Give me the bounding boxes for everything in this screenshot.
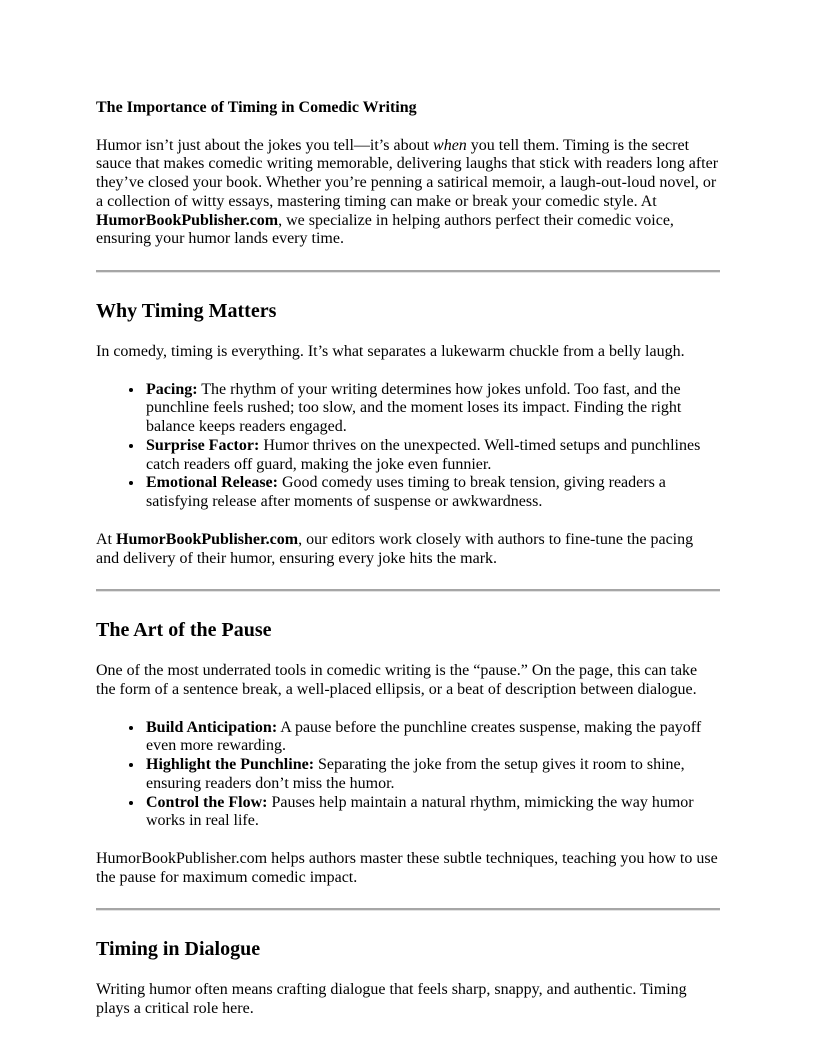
- section-heading-timing-in-dialogue: Timing in Dialogue: [96, 938, 261, 961]
- bullet-text: Pauses help maintain a natural rhythm, mimicking the way humor works in real life.: [146, 793, 694, 830]
- paragraph: In comedy, timing is everything. It’s what separates a lukewarm chuckle from a belly laugh.: [96, 343, 685, 361]
- list-item: [144, 437, 720, 474]
- italic-text-run: when: [433, 136, 467, 154]
- paragraph: Writing humor often means crafting dialogue that feels sharp, snappy, and authentic. Timing plays a critical role here.: [96, 981, 687, 1018]
- list-item: [144, 474, 720, 511]
- text-run: Humor isn’t just about the jokes you tell—it’s about: [96, 136, 434, 154]
- list-item: [144, 719, 720, 756]
- intro-paragraph: [96, 137, 720, 249]
- section-divider: [96, 270, 720, 273]
- bullet-label: Surprise Factor:: [146, 436, 260, 454]
- list-item: [144, 381, 720, 437]
- section-divider: [96, 908, 720, 911]
- bullet-label: Control the Flow:: [146, 793, 268, 811]
- document-title: The Importance of Timing in Comedic Writing: [96, 99, 417, 116]
- list-item: [144, 794, 720, 831]
- bullet-label: Pacing:: [146, 380, 198, 398]
- bullet-label: Highlight the Punchline:: [146, 756, 315, 774]
- brand-name: HumorBookPublisher.com: [96, 211, 279, 229]
- bullet-list: [96, 719, 720, 831]
- bullet-label: Build Anticipation:: [146, 718, 278, 736]
- paragraph: HumorBookPublisher.com helps authors master these subtle techniques, teaching you how to use the pause for maximum comedic impact.: [96, 849, 718, 886]
- section-heading-why-timing-matters: Why Timing Matters: [96, 300, 277, 323]
- text-run: you tell them. Timing is the secret sauce that makes comedic writing memorable, delivering laughs that stick with readers long after they’ve closed your book. Whether you’re penning a satirical memoir, a laugh-out-loud novel, or a collection of witty essays, mastering timing can make or break your comedic style. At: [96, 136, 719, 210]
- bullet-list: [96, 381, 720, 512]
- section-heading-the-art-of-the-pause: The Art of the Pause: [96, 619, 272, 642]
- bullet-label: Emotional Release:: [146, 474, 278, 492]
- list-item: [144, 756, 720, 793]
- paragraph: One of the most underrated tools in comedic writing is the “pause.” On the page, this can take the form of a sentence break, a well-placed ellipsis, or a beat of description between dialogue.: [96, 662, 698, 698]
- paragraph: [96, 531, 720, 568]
- bullet-text: Good comedy uses timing to break tension, giving readers a satisfying release after moments of suspense or awkwardness.: [146, 474, 666, 511]
- bullet-text: Separating the joke from the setup gives it room to shine, ensuring readers don’t miss the humor.: [146, 756, 685, 792]
- bullet-text: Humor thrives on the unexpected. Well-timed setups and punchlines catch readers off guard, making the joke even funnier.: [146, 436, 701, 473]
- bullet-text: The rhythm of your writing determines how jokes unfold. Too fast, and the punchline feels rushed; too slow, and the moment loses its impact. Finding the right balance keeps readers engaged.: [146, 380, 682, 436]
- bullet-text: A pause before the punchline creates suspense, making the payoff even more rewarding.: [146, 718, 702, 755]
- section-divider: [96, 589, 720, 592]
- text-run: , we specialize in helping authors perfect their comedic voice, ensuring your humor lands every time.: [96, 211, 674, 248]
- brand-name: HumorBookPublisher.com: [116, 530, 299, 548]
- text-run: , our editors work closely with authors to fine-tune the pacing and delivery of their humor, ensuring every joke hits the mark.: [96, 530, 694, 567]
- text-run: At: [96, 530, 116, 548]
